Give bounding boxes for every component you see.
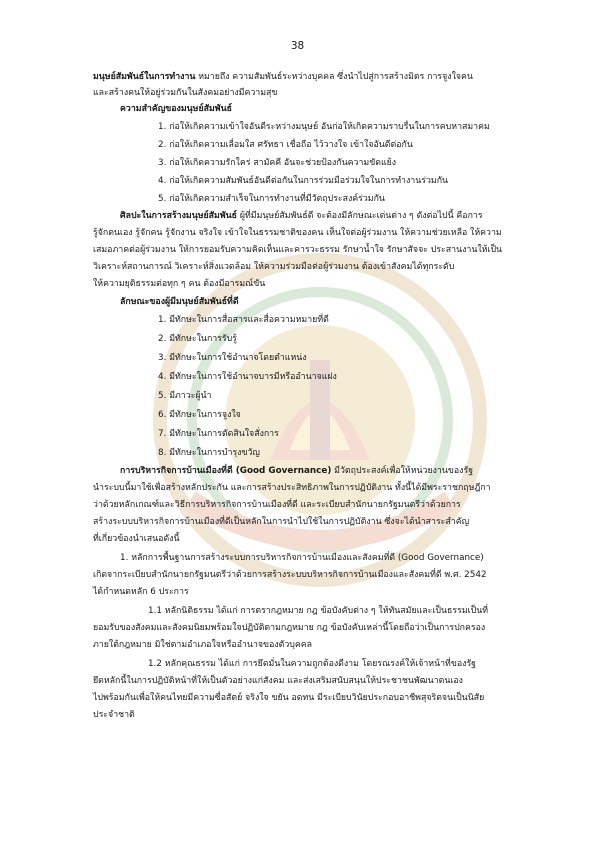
- paragraph-human-relations: มนุษย์สัมพันธ์ในการทำงาน หมายถึง ความสัมพันธ์ระหว่างบุคคล ซึ่งนำไปสู่การสร้างมิตร การจูงใจคน: [93, 72, 473, 82]
- section-1-1-line: ยอมรับของสังคมและสังคมนิยมพร้อมใจปฏิบัติตามกฎหมาย กฎ ข้อบังคับเหล่านี้โดยถือว่าเป็นการปกครอง: [93, 623, 486, 633]
- paragraph-good-governance: การบริหารกิจการบ้านเมืองที่ดี (Good Governance) มีวัตถุประสงค์เพื่อให้หน่วยงานของรัฐ: [120, 466, 474, 476]
- term-art: ศิลปะในการสร้างมนุษย์สัมพันธ์: [120, 211, 238, 221]
- paragraph-art: ศิลปะในการสร้างมนุษย์สัมพันธ์ ผู้ที่มีมนุษย์สัมพันธ์ดี จะต้องมีลักษณะเด่นต่าง ๆ ดังต่อไปนี้ คือการ: [120, 211, 483, 221]
- paragraph-line: วิเคราะห์สถานการณ์ วิเคราะห์สิ่งแวดล้อม ให้ความร่วมมือต่อผู้ร่วมงาน ต้องเข้าสังคมได้ทุกระดับ: [93, 262, 455, 272]
- paragraph-line: เสมอภาคต่อผู้ร่วมงาน ให้การยอมรับความคิดเห็นและคารวะธรรม รักษาน้ำใจ รักษาสัจจะ ประสานงานให้เป็น: [93, 245, 503, 255]
- list-item: 3. ก่อให้เกิดความรักใคร่ สามัคคี อันจะช่วยป้องกันความขัดแย้ง: [158, 158, 397, 168]
- term-good-governance: การบริหารกิจการบ้านเมืองที่ดี (Good Governance): [120, 466, 332, 476]
- paragraph-line: รู้จักตนเอง รู้จักคน รู้จักงาน จริงใจ เข้าใจในธรรมชาติของคน เห็นใจต่อผู้ร่วมงาน ให้ความช่วยเหลือ ให้ความ: [93, 228, 502, 238]
- list-item: 5. ก่อให้เกิดความสำเร็จในการทำงานที่มีวัตถุประสงค์ร่วมกัน: [158, 194, 385, 204]
- section-1-2-line: ยึดหลักนี้ในการปฏิบัติหน้าที่ให้เป็นตัวอย่างแก่สังคม และส่งเสริมสนับสนุนให้ประชาชนพัฒนาตนเอง: [93, 676, 463, 686]
- paragraph-line: สร้างระบบบริหารกิจการบ้านเมืองที่ดีเป็นหลักในการนำไปใช้ในการปฏิบัติงาน ซึ่งจะได้นำสาระสำคัญ: [93, 517, 470, 527]
- list-item: 1. มีทักษะในการสื่อสารและสื่อความหมายที่ดี: [158, 315, 329, 325]
- section-1-line: ได้กำหนดหลัก 6 ประการ: [93, 587, 189, 597]
- heading-traits: ลักษณะของผู้มีมนุษย์สัมพันธ์ที่ดี: [120, 297, 239, 307]
- section-1-line: เกิดจากระเบียบสำนักนายกรัฐมนตรีว่าด้วยการสร้างระบบบริหารกิจการบ้านเมืองและสังคมที่ดี พ.ศ. 2542: [93, 570, 487, 580]
- paragraph-line: ที่เกี่ยวข้องนำเสนอดังนี้: [93, 534, 180, 544]
- paragraph-line: นำระบบนี้มาใช้เพื่อสร้างหลักประกัน และการสร้างประสิทธิภาพในการปฏิบัติงาน ทั้งนี้ได้มีพระราชกฤษฎีกา: [93, 483, 491, 493]
- term-human-relations: มนุษย์สัมพันธ์ในการทำงาน: [93, 72, 196, 82]
- paragraph-line: และสร้างคนให้อยู่ร่วมกันในสังคมอย่างมีความสุข: [93, 88, 278, 98]
- list-item: 1. ก่อให้เกิดความเข้าใจอันดีระหว่างมนุษย์ อันก่อให้เกิดความราบรื่นในการคบหาสมาคม: [158, 122, 490, 132]
- list-item: 3. มีทักษะในการใช้อำนาจโดยตำแหน่ง: [158, 353, 307, 363]
- section-1-2-line: 1.2 หลักคุณธรรม ได้แก่ การยึดมั่นในความถูกต้องดีงาม โดยรณรงค์ให้เจ้าหน้าที่ของรัฐ: [148, 659, 477, 669]
- list-item: 5. มีภาวะผู้นำ: [158, 391, 212, 401]
- list-item: 6. มีทักษะในการจูงใจ: [158, 410, 241, 420]
- section-1-2-line: ไปพร้อมกันเพื่อให้คนไทยมีความซื่อสัตย์ จริงใจ ขยัน อดทน มีระเบียบวินัยประกอบอาชีพสุจริตจนเป็นนิสัย: [93, 693, 485, 703]
- section-1-line: 1. หลักการพื้นฐานการสร้างระบบการบริหารกิจการบ้านเมืองและสังคมที่ดี (Good Governance): [120, 553, 484, 563]
- list-item: 4. มีทักษะในการใช้อำนาจบารมีหรืออำนาจแฝง: [158, 372, 337, 382]
- section-1-2-line: ประจำชาติ: [93, 710, 135, 720]
- paragraph-line: ให้ความยุติธรรมต่อทุก ๆ คน ต้องมีอารมณ์ขัน: [93, 279, 266, 289]
- list-item: 2. มีทักษะในการรับรู้: [158, 334, 237, 344]
- heading-importance: ความสำคัญของมนุษย์สัมพันธ์: [120, 104, 232, 114]
- list-item: 7. มีทักษะในการตัดสินใจสั่งการ: [158, 429, 279, 439]
- paragraph-line: ว่าด้วยหลักเกณฑ์และวิธีการบริหารกิจการบ้านเมืองที่ดี และระเบียบสำนักนายกรัฐมนตรีว่าด้วยการ: [93, 500, 461, 510]
- section-1-1-line: ภายใต้กฎหมาย มิใช่ตามอำเภอใจหรืออำนาจของตัวบุคคล: [93, 640, 313, 650]
- list-item: 4. ก่อให้เกิดความสัมพันธ์อันดีต่อกันในการร่วมมือร่วมใจในการทำงานร่วมกัน: [158, 176, 449, 186]
- section-1-1-line: 1.1 หลักนิติธรรม ได้แก่ การตรากฎหมาย กฎ ข้อบังคับต่าง ๆ ให้ทันสมัยและเป็นธรรมเป็นที่: [148, 606, 489, 616]
- list-item: 8. มีทักษะในการบำรุงขวัญ: [158, 448, 260, 458]
- list-item: 2. ก่อให้เกิดความเลื่อมใส ศรัทธา เชื่อถือ ไว้วางใจ เข้าใจอันดีต่อกัน: [158, 140, 413, 150]
- page-number: 38: [290, 40, 305, 52]
